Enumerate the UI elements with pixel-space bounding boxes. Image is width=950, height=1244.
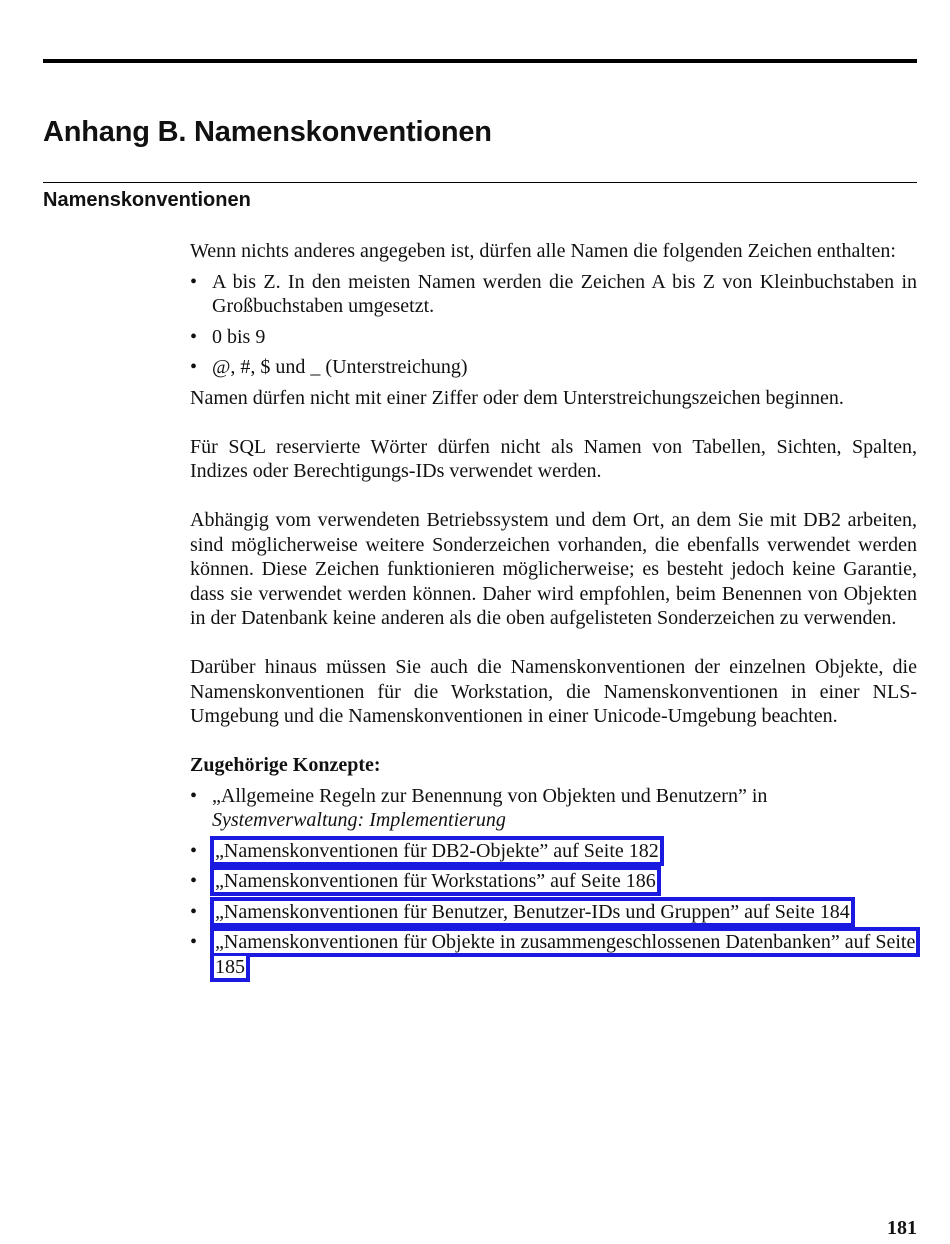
- list-item: [190, 355, 917, 380]
- character-list: [190, 270, 917, 380]
- list-item: [190, 869, 917, 894]
- bullet-icon: •: [190, 356, 198, 378]
- link-workstations[interactable]: „Namenskonventionen für Workstations” auf Seite 186: [212, 868, 659, 894]
- bullet-icon: •: [190, 325, 198, 348]
- list-item: [190, 839, 917, 864]
- paragraph: Abhängig vom verwendeten Betriebssystem und dem Ort, an dem Sie mit DB2 arbeiten, sind möglicherweise weitere Sonderzeichen vorhanden, die ebenfalls verwendet werden können. Diese Zeichen funktionieren möglicherweise; es besteht jedoch keine Garantie, dass sie verwendet werden können. Daher wird empfohlen, beim Benennen von Objekten in der Datenbank keine anderen als die oben aufgelisteten Sonderzeichen zu verwenden.: [190, 509, 917, 629]
- bullet-icon: •: [190, 270, 198, 293]
- list-item-text: @, #, $ und _ (Unterstreichung): [212, 356, 468, 378]
- bullet-icon: •: [190, 870, 198, 892]
- list-item-text: „Allgemeine Regeln zur Benennung von Objekten und Benutzern” in: [212, 784, 768, 807]
- related-concepts-heading: Zugehörige Konzepte:: [190, 754, 381, 776]
- bullet-icon: •: [190, 839, 198, 862]
- main-content: [190, 239, 917, 985]
- list-item: [190, 900, 917, 925]
- link-db2-objects[interactable]: „Namenskonventionen für DB2-Objekte” auf Seite 182: [212, 838, 662, 864]
- bullet-icon: •: [190, 900, 198, 923]
- link-users-groups[interactable]: „Namenskonventionen für Benutzer, Benutzer-IDs und Gruppen” auf Seite 184: [212, 899, 853, 925]
- related-concepts-list: [190, 784, 917, 980]
- list-item-text: 0 bis 9: [212, 325, 266, 348]
- intro-paragraph: Wenn nichts anderes angegeben ist, dürfen alle Namen die folgenden Zeichen enthalten:: [190, 240, 896, 262]
- list-item: [190, 325, 917, 350]
- paragraph: Für SQL reservierte Wörter dürfen nicht als Namen von Tabellen, Sichten, Spalten, Indizes oder Berechtigungs-IDs verwendet werden.: [190, 435, 917, 482]
- section-rule: [43, 182, 917, 183]
- bullet-icon: •: [190, 784, 198, 807]
- book-title: Systemverwaltung: Implementierung: [212, 809, 506, 831]
- list-item: [190, 270, 917, 319]
- list-item: [190, 930, 917, 979]
- list-item-text: A bis Z. In den meisten Namen werden die Zeichen A bis Z von Kleinbuchstaben in Großbuchstaben umgesetzt.: [212, 270, 917, 317]
- section-title: Namenskonventionen: [43, 189, 251, 211]
- top-rule: [43, 59, 917, 63]
- paragraph: Namen dürfen nicht mit einer Ziffer oder dem Unterstreichungszeichen beginnen.: [190, 386, 844, 409]
- bullet-icon: •: [190, 931, 198, 953]
- page-number: 181: [887, 1217, 917, 1239]
- paragraph: Darüber hinaus müssen Sie auch die Namenskonventionen der einzelnen Objekte, die Namenskonventionen für die Workstation, die Namenskonventionen in einer NLS-Umgebung und die Namenskonventionen in einer Unicode-Umgebung beachten.: [190, 656, 917, 727]
- link-federated-databases[interactable]: „Namenskonventionen für Objekte in zusammengeschlossenen Datenbanken” auf Seite 185: [212, 929, 918, 980]
- chapter-title: Anhang B. Namenskonventionen: [43, 116, 492, 148]
- list-item: [190, 784, 917, 833]
